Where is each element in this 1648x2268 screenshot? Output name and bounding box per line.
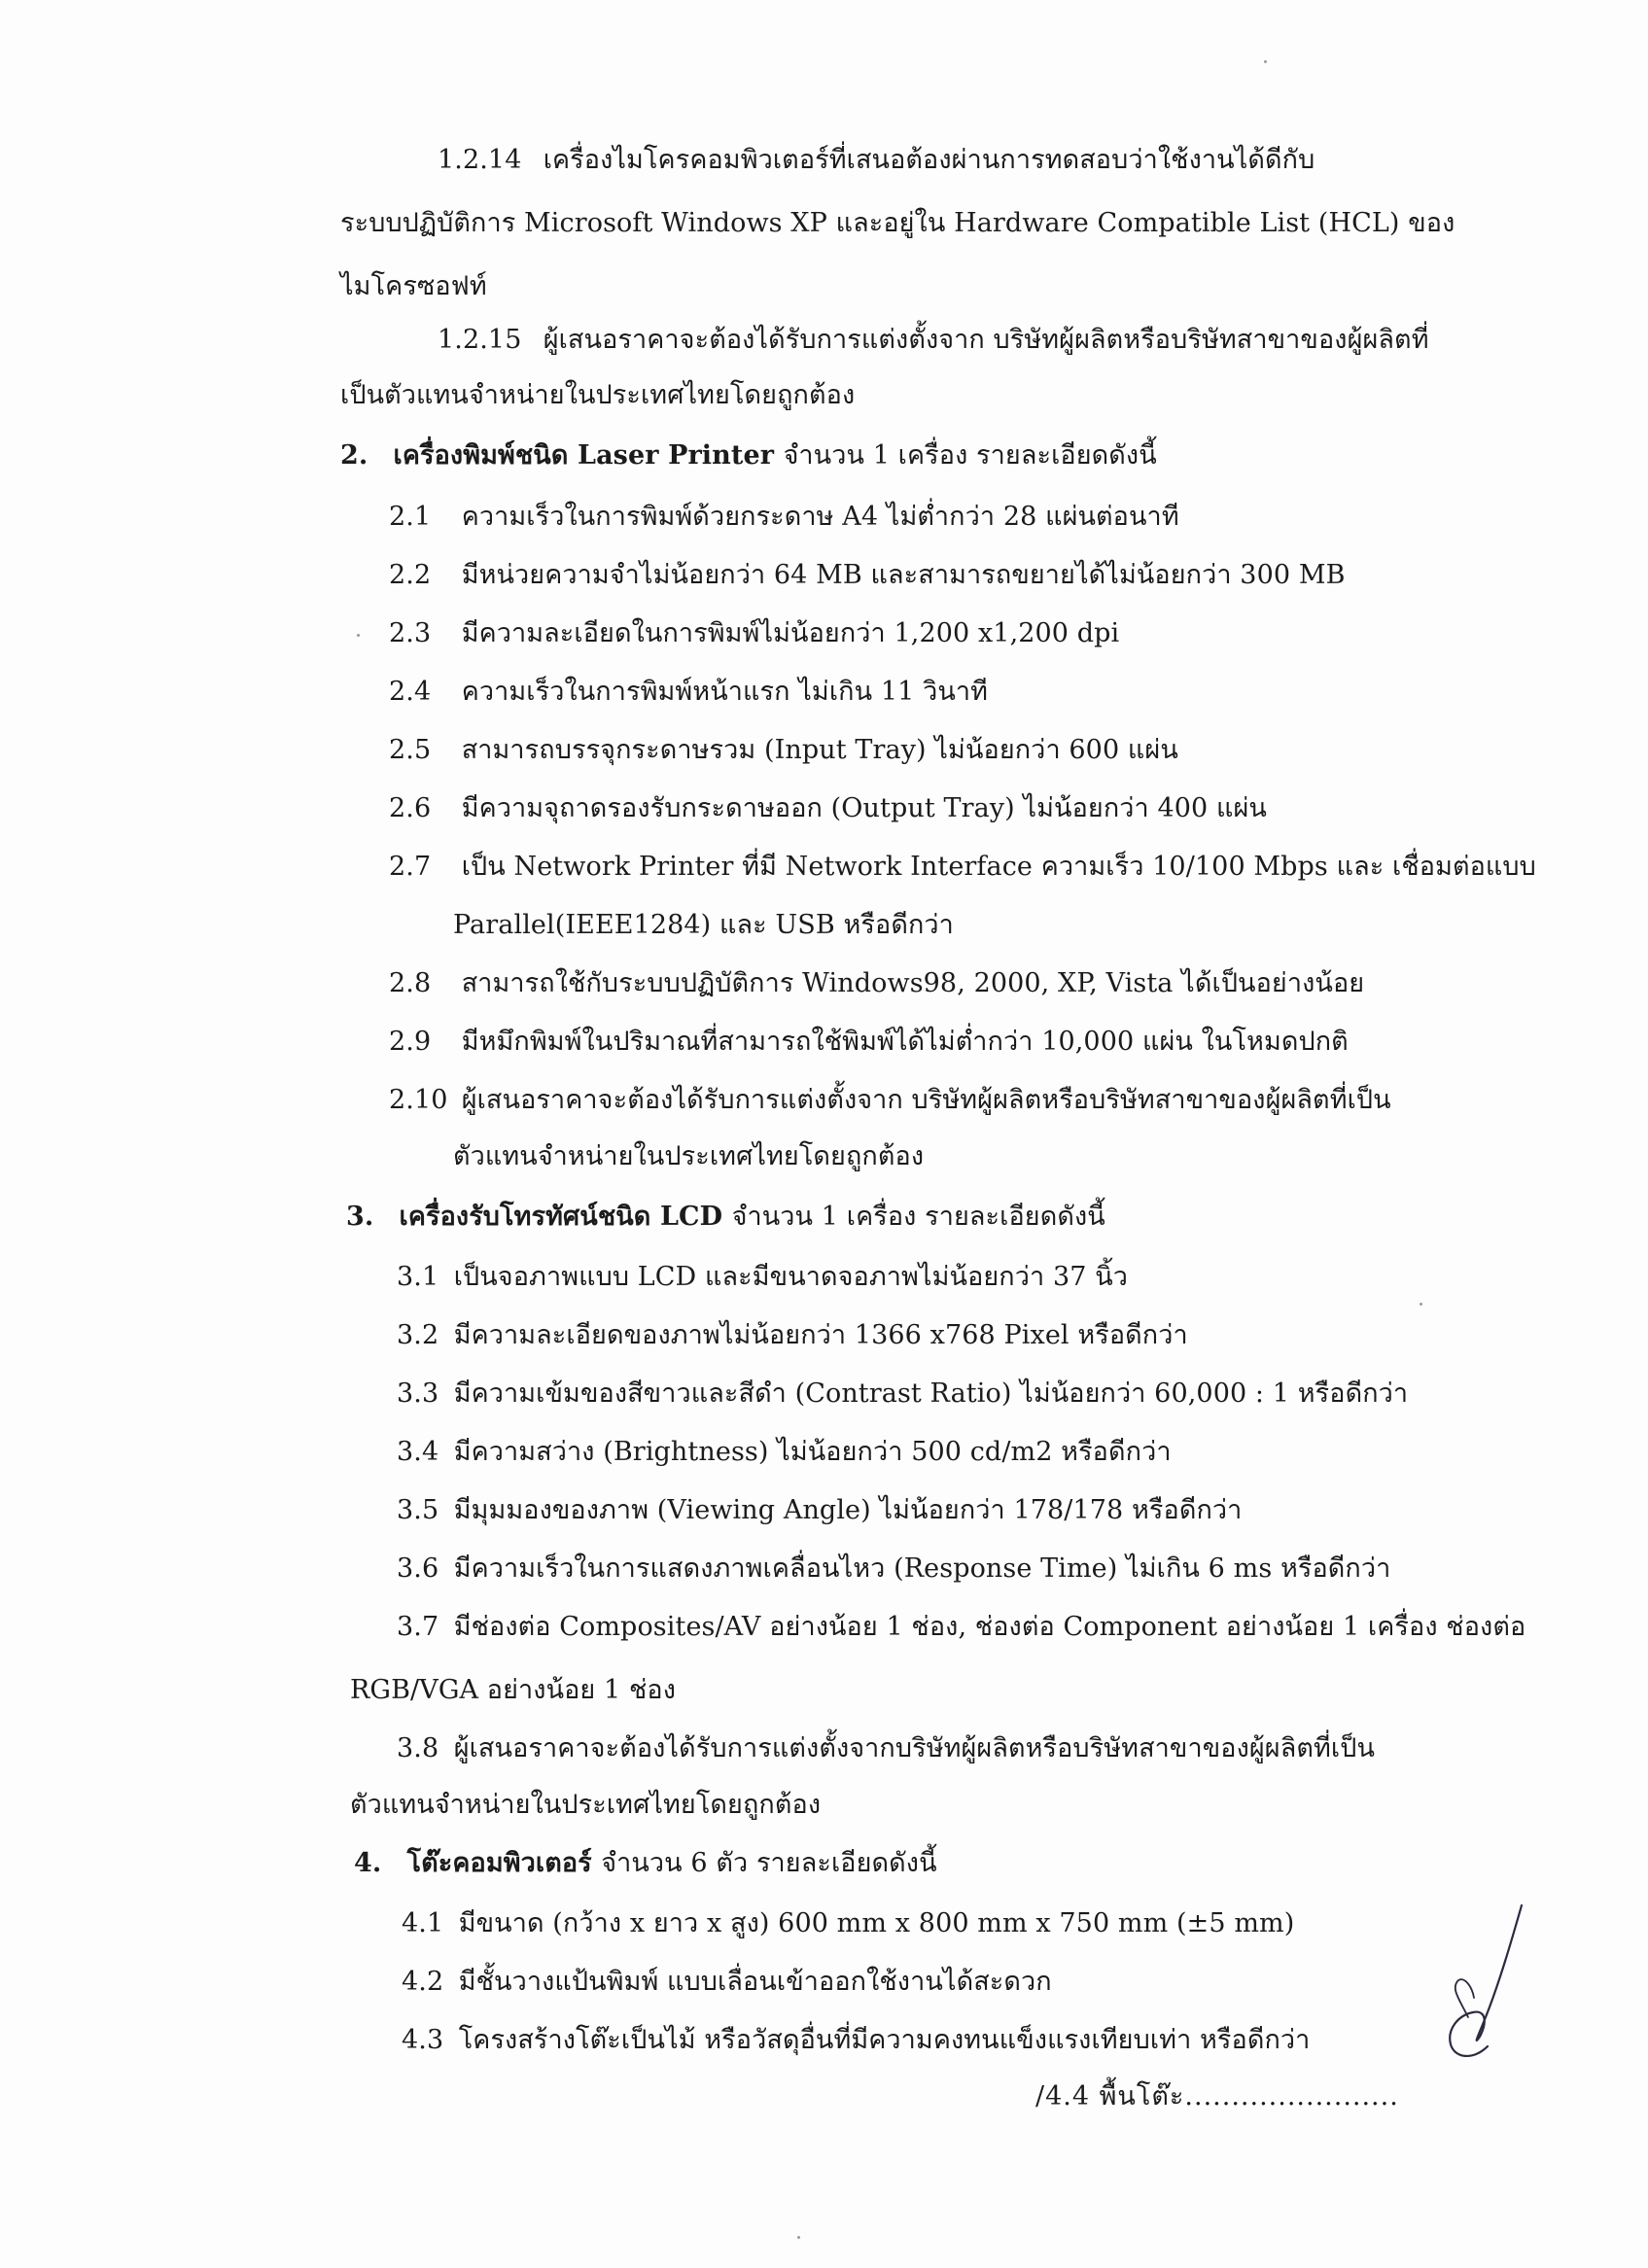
item-number: 2.4 — [389, 677, 432, 707]
item-2-10-cont — [453, 1140, 924, 1173]
item-number: 2.10 — [389, 1085, 448, 1115]
item-text: Parallel(IEEE1284) และ USB หรือดีกว่า — [453, 910, 954, 940]
item-text: มีชั้นวางแป้นพิมพ์ แบบเลื่อนเข้าออกใช้งานได้สะดวก — [458, 1967, 1052, 1997]
item-text: เป็น Network Printer ที่มี Network Interface ความเร็ว 10/100 Mbps และ เชื่อมต่อแบบ — [461, 852, 1536, 882]
item-number: 3.4 — [397, 1437, 439, 1467]
item-text: มีขนาด (กว้าง x ยาว x สูง) 600 mm x 800 mm x 750 mm (±5 mm) — [458, 1908, 1295, 1938]
item-2-7-cont — [453, 909, 954, 942]
item-1-2-15 — [438, 324, 1429, 357]
section-title: เครื่องพิมพ์ชนิด Laser Printer — [393, 440, 775, 471]
item-text: ตัวแทนจำหน่ายในประเทศไทยโดยถูกต้อง — [350, 1790, 822, 1820]
item-text: มีหมึกพิมพ์ในปริมาณที่สามารถใช้พิมพ์ได้ไม่ต่ำกว่า 10,000 แผ่น ในโหมดปกติ — [461, 1027, 1349, 1057]
item-2-10 — [389, 1084, 1391, 1117]
item-4-2 — [402, 1966, 1052, 1999]
item-text: ผู้เสนอราคาจะต้องได้รับการแต่งตั้งจาก บริษัทผู้ผลิตหรือบริษัทสาขาของผู้ผลิตที่เป็น — [461, 1085, 1391, 1115]
item-number: 2.3 — [389, 618, 432, 648]
item-text: มีหน่วยความจำไม่น้อยกว่า 64 MB และสามารถขยายได้ไม่น้อยกว่า 300 MB — [461, 560, 1346, 590]
item-number: 3.8 — [397, 1733, 439, 1763]
item-2-4 — [389, 676, 988, 709]
section-detail: จำนวน 1 เครื่อง รายละเอียดดังนี้ — [731, 1202, 1105, 1232]
next-page-reference — [1035, 2080, 1399, 2113]
item-3-7 — [397, 1611, 1525, 1644]
scan-speck — [1420, 1303, 1422, 1306]
item-text: เครื่องไมโครคอมพิวเตอร์ที่เสนอต้องผ่านการทดสอบว่าใช้งานได้ดีกับ — [543, 145, 1315, 175]
item-3-3 — [397, 1378, 1408, 1411]
item-text: มีความละเอียดของภาพไม่น้อยกว่า 1366 x768 Pixel หรือดีกว่า — [453, 1320, 1188, 1350]
item-2-2 — [389, 559, 1346, 592]
item-2-1 — [389, 501, 1179, 534]
item-3-8-cont — [350, 1789, 821, 1822]
item-number: 2.2 — [389, 560, 432, 590]
section-detail: จำนวน 6 ตัว รายละเอียดดังนี้ — [601, 1848, 937, 1878]
item-number: 4.3 — [402, 2025, 444, 2055]
section-title: โต๊ะคอมพิวเตอร์ — [406, 1848, 592, 1878]
item-text: ความเร็วในการพิมพ์หน้าแรก ไม่เกิน 11 วินาที — [461, 677, 989, 707]
item-text: มีมุมมองของภาพ (Viewing Angle) ไม่น้อยกว่า 178/178 หรือดีกว่า — [453, 1495, 1243, 1525]
item-text: มีความเร็วในการแสดงภาพเคลื่อนไหว (Response Time) ไม่เกิน 6 ms หรือดีกว่า — [453, 1553, 1391, 1584]
item-3-6 — [397, 1553, 1390, 1586]
item-3-2 — [397, 1319, 1188, 1352]
item-2-7 — [389, 851, 1536, 884]
item-text: ตัวแทนจำหน่ายในประเทศไทยโดยถูกต้อง — [453, 1141, 925, 1171]
item-3-8 — [397, 1732, 1375, 1765]
continuation-text: /4.4 พื้นโต๊ะ....................... — [1035, 2081, 1399, 2111]
item-text: ผู้เสนอราคาจะต้องได้รับการแต่งตั้งจาก บริษัทผู้ผลิตหรือบริษัทสาขาของผู้ผลิตที่ — [543, 325, 1429, 355]
section-number: 2. — [340, 440, 368, 471]
item-text: มีช่องต่อ Composites/AV อย่างน้อย 1 ช่อง, ช่องต่อ Component อย่างน้อย 1 เครื่อง ช่องต่อ — [453, 1612, 1526, 1642]
section-title: เครื่องรับโทรทัศน์ชนิด LCD — [399, 1202, 723, 1232]
item-3-1 — [397, 1261, 1128, 1294]
item-text: สามารถใช้กับระบบปฏิบัติการ Windows98, 2000, XP, Vista ได้เป็นอย่างน้อย — [461, 968, 1365, 998]
item-number: 2.5 — [389, 735, 432, 765]
item-text: มีความจุถาดรองรับกระดาษออก (Output Tray) ไม่น้อยกว่า 400 แผ่น — [461, 793, 1267, 823]
item-number: 2.9 — [389, 1027, 432, 1057]
item-text: ระบบปฏิบัติการ Microsoft Windows XP และอยู่ใน Hardware Compatible List (HCL) ของ — [340, 208, 1455, 238]
item-1-2-14 — [438, 144, 1315, 177]
item-number: 3.3 — [397, 1378, 439, 1409]
item-4-1 — [402, 1907, 1294, 1940]
item-text: โครงสร้างโต๊ะเป็นไม้ หรือวัสดุอื่นที่มีความคงทนแข็งแรงเทียบเท่า หรือดีกว่า — [458, 2025, 1311, 2055]
item-number: 1.2.14 — [438, 145, 522, 175]
item-text: ความเร็วในการพิมพ์ด้วยกระดาษ A4 ไม่ต่ำกว่า 28 แผ่นต่อนาที — [461, 502, 1179, 532]
item-number: 3.1 — [397, 1262, 439, 1292]
item-number: 2.8 — [389, 968, 432, 998]
item-number: 2.7 — [389, 852, 432, 882]
item-text: ไมโครซอฟท์ — [340, 271, 487, 301]
item-text: สามารถบรรจุกระดาษรวม (Input Tray) ไม่น้อยกว่า 600 แผ่น — [461, 735, 1178, 765]
section-detail: จำนวน 1 เครื่อง รายละเอียดดังนี้ — [783, 440, 1157, 471]
item-text: เป็นตัวแทนจำหน่ายในประเทศไทยโดยถูกต้อง — [340, 380, 856, 410]
item-1-2-14-cont — [340, 207, 1455, 240]
item-text: RGB/VGA อย่างน้อย 1 ช่อง — [350, 1675, 677, 1705]
item-text: ผู้เสนอราคาจะต้องได้รับการแต่งตั้งจากบริษัทผู้ผลิตหรือบริษัทสาขาของผู้ผลิตที่เป็น — [453, 1733, 1376, 1763]
item-number: 3.6 — [397, 1553, 439, 1584]
item-text: มีความละเอียดในการพิมพ์ไม่น้อยกว่า 1,200 x1,200 dpi — [461, 618, 1120, 648]
item-number: 3.5 — [397, 1495, 439, 1525]
item-4-3 — [402, 2024, 1310, 2057]
item-number: 4.2 — [402, 1967, 444, 1997]
item-number: 3.7 — [397, 1612, 439, 1642]
item-1-2-14-cont2 — [340, 270, 487, 303]
section-2-heading — [340, 439, 1157, 472]
item-text: เป็นจอภาพแบบ LCD และมีขนาดจอภาพไม่น้อยกว่า 37 นิ้ว — [453, 1262, 1129, 1292]
item-number: 2.6 — [389, 793, 432, 823]
scan-speck — [797, 2236, 800, 2239]
item-1-2-15-cont — [340, 379, 855, 412]
section-4-heading — [354, 1847, 937, 1880]
item-2-8 — [389, 967, 1364, 1000]
item-3-7-cont — [350, 1674, 676, 1707]
item-number: 3.2 — [397, 1320, 439, 1350]
item-3-4 — [397, 1436, 1172, 1469]
item-3-5 — [397, 1494, 1242, 1527]
item-text: มีความสว่าง (Brightness) ไม่น้อยกว่า 500 cd/m2 หรือดีกว่า — [453, 1437, 1172, 1467]
item-number: 4.1 — [402, 1908, 444, 1938]
item-text: มีความเข้มของสีขาวและสีดำ (Contrast Ratio) ไม่น้อยกว่า 60,000 : 1 หรือดีกว่า — [453, 1378, 1409, 1409]
handwritten-signature — [1429, 1901, 1536, 2076]
item-2-3 — [389, 617, 1119, 650]
item-2-9 — [389, 1026, 1349, 1059]
scan-speck — [357, 634, 360, 637]
section-number: 4. — [354, 1848, 382, 1878]
item-number: 1.2.15 — [438, 325, 522, 355]
scan-speck — [1264, 60, 1267, 63]
section-3-heading — [346, 1201, 1105, 1234]
item-2-5 — [389, 734, 1178, 767]
item-number: 2.1 — [389, 502, 432, 532]
section-number: 3. — [346, 1202, 374, 1232]
item-2-6 — [389, 792, 1267, 825]
